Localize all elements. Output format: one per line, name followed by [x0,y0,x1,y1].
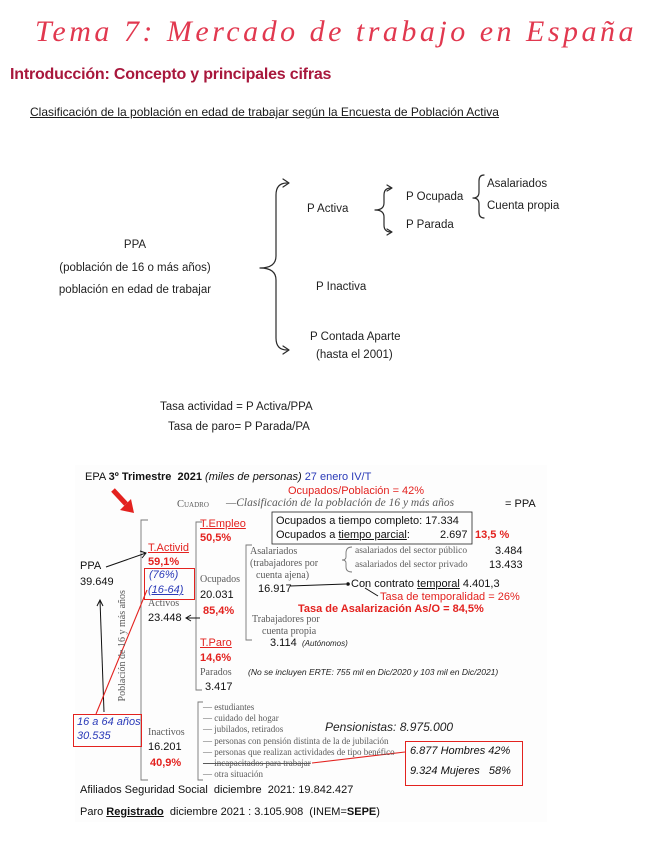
node-p-contada-aparte: P Contada Aparte [310,331,401,343]
activos-label: Activos [148,598,180,609]
tasa-paro-label: T.Paro [200,637,232,649]
ppa-root-alias: población en edad de trabajar [58,284,212,296]
sector-privado-value: 13.433 [489,559,523,571]
formula-tasa-paro: Tasa de paro= P Parada/PA [168,421,310,433]
asalariados-label-line2: (trabajadores por [250,558,319,569]
epa-header-units: (miles de personas) [205,471,302,483]
paro-registrado [80,806,380,819]
page-title: Tema 7: Mercado de trabajo en España [35,15,638,48]
scan-sector-bracket [342,547,352,572]
node-contada-aparte-note: (hasta el 2001) [316,349,393,361]
parados-label: Parados [200,667,232,678]
node-asalariados: Asalariados [487,178,548,190]
activos-value: 23.448 [148,612,182,624]
epa-header [85,471,371,484]
inactivos-value: 16.201 [148,741,182,753]
tasa-paro-value: 14,6% [200,652,232,664]
cuenta-propia-value: 3.114 [270,637,297,649]
ocupados-value: 20.031 [200,589,234,601]
tasa-temporalidad: Tasa de temporalidad = 26% [380,591,520,603]
ppa-value: 39.649 [80,576,114,588]
paro-registrado-prefix: Paro [80,806,107,818]
cuenta-propia-note: (Autónomos) [302,639,348,648]
inactivos-item-struck: — incapacitados para trabajar [203,758,311,768]
epa-header-prefix: EPA [85,471,106,483]
paro-registrado-agency: SEPE [346,806,377,818]
rango-16-64-label: 16 a 64 años [77,716,141,728]
ppa-root-label: PPA [123,239,147,251]
tasa-actividad-value: 59,1% [148,556,180,568]
contrato-temporal-label: temporal [417,578,460,590]
rango-16-64-value: 30.535 [77,730,111,742]
sector-publico-label: asalariados del sector público [355,546,468,556]
inactivos-item: — personas que realizan actividades de tipo benéfico [203,747,395,757]
ppa-root-node [35,234,235,302]
contrato-temporal-prefix: Con contrato [351,578,418,590]
sexo-mujeres: 9.324 Mujeres 58% [410,765,511,777]
section-subheading: Clasificación de la población en edad de trabajar según la Encuesta de Población Activa [30,105,499,119]
inactivos-label: Inactivos [148,727,185,738]
tasa-empleo-label: T.Empleo [200,518,246,530]
tiempo-parcial-label: tiempo parcial [338,529,407,541]
inactivos-item: — personas con pensión distinta de la de jubilación [203,736,389,746]
inactivos-item: — cuidado del hogar [203,713,279,723]
epa-header-date: 27 enero IV/T [304,471,372,483]
vertical-population-label: Población de 16 y más años [116,590,128,702]
tiempo-completo: Ocupados a tiempo completo: 17.334 [276,515,459,527]
paro-registrado-middle: diciembre 2021 : 3.105.908 (INEM= [163,806,347,818]
ppa-root-definition: (población de 16 o más años) [59,261,211,274]
tasa-asalarizacion: Tasa de Asalarización As/O = 84,5% [298,603,484,615]
scan-activos-bracket [196,522,202,690]
tasa-empleo-value: 50,5% [200,532,232,544]
node-p-activa: P Activa [307,203,349,215]
red-arrow-shaft [113,490,126,504]
ocupada-brace [473,175,484,218]
contrato-temporal-value: 4.401,3 [459,578,500,590]
tiempo-parcial-prefix: Ocupados a [276,529,339,541]
parados-erte-note: (No se incluyen ERTE: 755 mil en Dic/2020 y 103 mil en Dic/2021) [248,667,499,677]
cuadro-label: Cuadro [177,499,209,510]
cuadro-caption: —Clasificación de la población de 16 y más años [226,497,455,509]
tiempo-parcial-value: 2.697 [440,529,468,541]
cuadro-suffix: = PPA [505,498,536,510]
tasa-actividad-alt-value: (76%) [149,569,179,581]
sector-publico-value: 3.484 [495,545,523,557]
epa-header-period: 3º Trimestre 2021 [108,471,202,483]
ocupados-poblacion-ratio: Ocupados/Población = 42% [288,485,425,497]
node-p-parada: P Parada [406,219,454,231]
cuenta-propia-label-line2: cuenta propia [262,626,317,637]
sector-privado-label: asalariados del sector privado [355,560,468,570]
asalariados-label-line3: cuenta ajena) [256,570,310,581]
afiliados-seguridad-social: Afiliados Seguridad Social diciembre 2021: 19.842.427 [80,784,354,796]
tasa-actividad-alt-range: (16-64) [148,584,184,596]
paro-registrado-suffix: ) [376,806,380,818]
asalariados-to-temporal-arrow [290,584,346,586]
contrato-temporal [351,578,500,591]
parados-value: 3.417 [205,681,233,693]
section-heading: Introducción: Concepto y principales cifras [10,66,332,83]
node-cuenta-propia: Cuenta propia [487,200,560,212]
ppa-label: PPA [80,560,102,572]
tasa-actividad-label: T.Activid [148,542,189,554]
pensionistas: Pensionistas: 8.975.000 [325,720,454,734]
inactivos-item: — jubilados, retirados [203,724,284,734]
formula-tasa-actividad: Tasa actividad = P Activa/PPA [160,401,313,413]
tiempo-parcial-share: 13,5 % [475,529,510,541]
sexo-hombres: 6.877 Hombres 42% [410,745,511,757]
activa-brace [375,188,391,232]
asalariados-value: 16.917 [258,583,292,595]
tiempo-parcial [276,529,410,542]
node-p-inactiva: P Inactiva [316,281,367,293]
ocupados-label: Ocupados [200,574,240,585]
scan-main-bracket [141,520,148,780]
temporal-dot [346,582,350,586]
tiempo-parcial-colon: : [406,529,410,541]
ppa-brace [260,183,287,350]
ppa-to-activid-arrow [106,553,146,567]
node-p-ocupada: P Ocupada [406,191,464,203]
inactivos-item: — otra situación [203,769,263,779]
cuenta-propia-label: Trabajadores por [252,614,320,625]
paro-registrado-label: Registrado [106,806,164,818]
inactivos-share: 40,9% [150,757,182,769]
inactivos-item: — estudiantes [203,702,255,712]
asalariados-label: Asalariados [250,546,298,557]
activos-share: 85,4% [203,605,235,617]
